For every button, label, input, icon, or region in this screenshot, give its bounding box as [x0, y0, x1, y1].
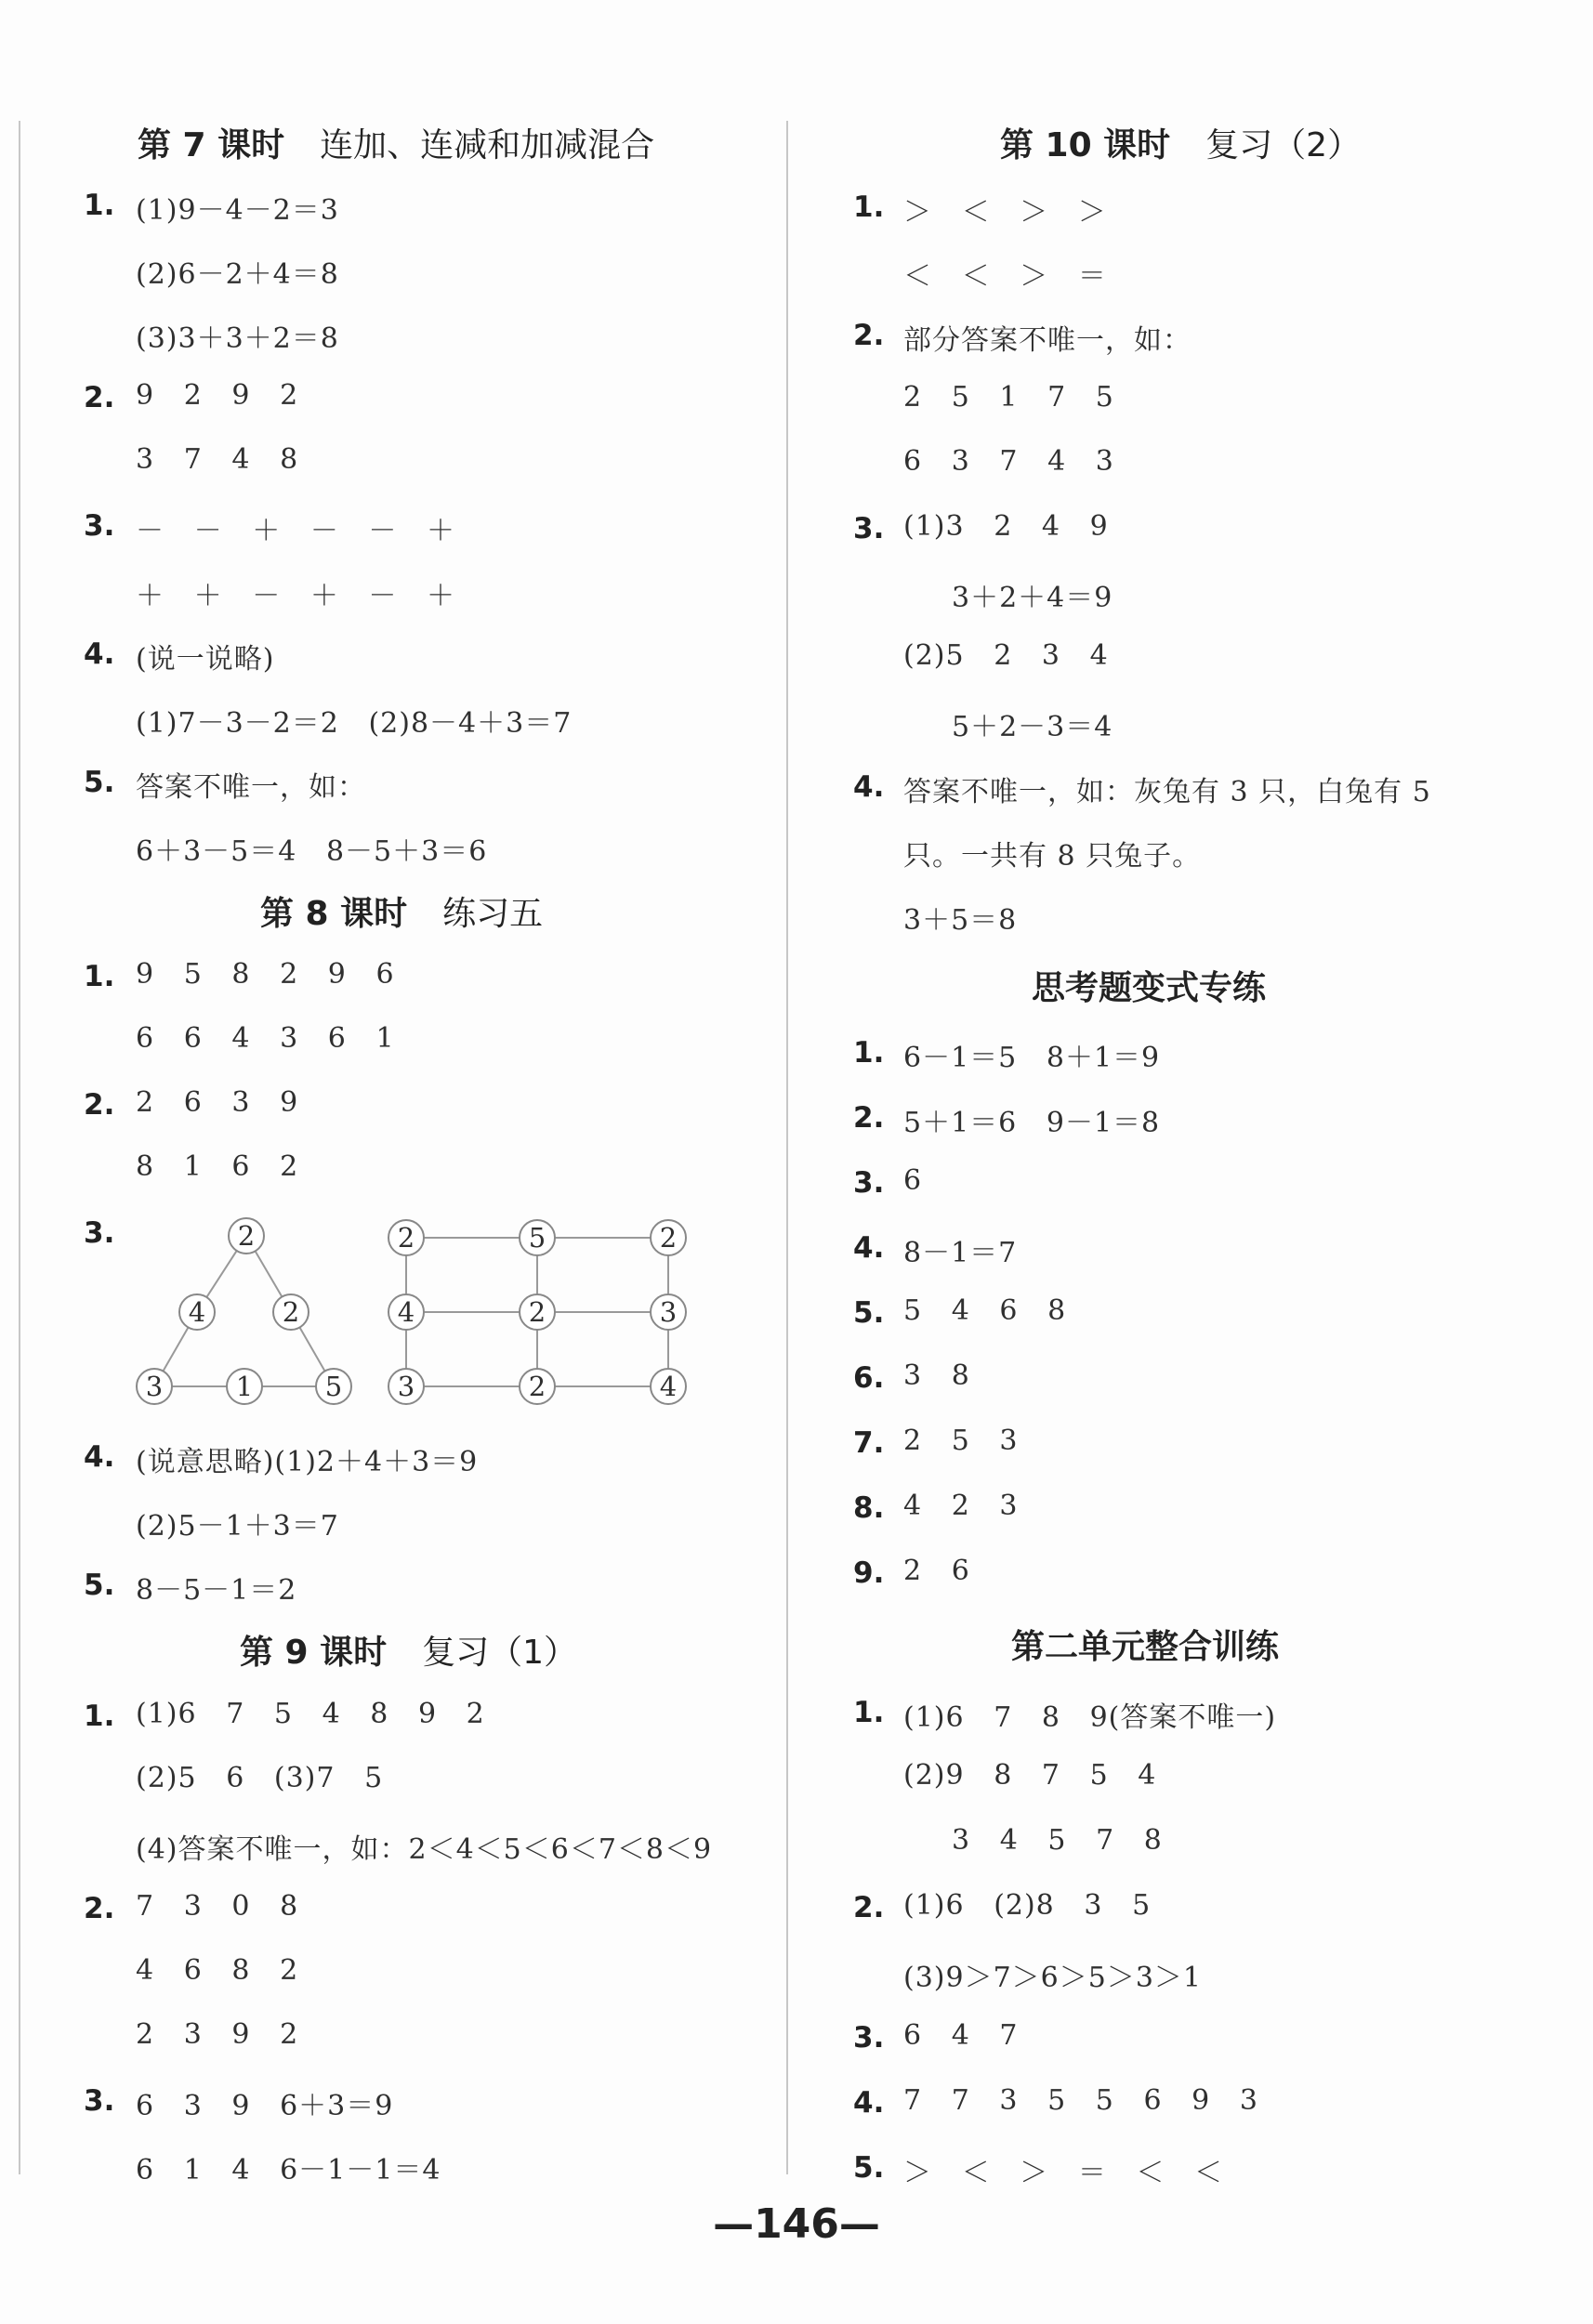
svg-text:4: 4 — [188, 1296, 206, 1328]
l7-q3-number: 3. — [84, 509, 115, 543]
l7-q4-line-a: (说一说略) — [136, 643, 275, 676]
svg-text:5: 5 — [528, 1222, 546, 1254]
u2-q1-number: 1. — [853, 1696, 885, 1729]
l8-q5-line-a: 8－5－1＝2 — [136, 1574, 297, 1607]
think-q8-answer: 4 2 3 — [903, 1490, 1019, 1522]
u2-q5-line-a: ＞ ＜ ＞ ＝ ＜ ＜ — [903, 2157, 1224, 2189]
l7-q5-line-a: 答案不唯一，如： — [136, 771, 366, 804]
grid-node — [388, 1294, 424, 1330]
l8-q4-line-a: (说意思略)(1)2＋4＋3＝9 — [136, 1446, 479, 1478]
think-q2-number: 2. — [853, 1101, 885, 1135]
svg-text:4: 4 — [397, 1296, 415, 1328]
think-q6-number: 6. — [853, 1361, 885, 1395]
lesson-9-label: 第 9 课时 — [240, 1634, 388, 1672]
think-q9-number: 9. — [853, 1556, 885, 1590]
think-q5-answer: 5 4 6 8 — [903, 1294, 1067, 1327]
think-q9-answer: 2 6 — [903, 1555, 970, 1587]
svg-text:2: 2 — [282, 1296, 300, 1328]
l10-q1-number: 1. — [853, 190, 885, 224]
think-q5-number: 5. — [853, 1296, 885, 1330]
unit-2-heading: 第二单元整合训练 — [1011, 1628, 1280, 1666]
l8-q3-number: 3. — [84, 1216, 115, 1250]
l10-q2-line-b: 2 5 1 7 5 — [903, 381, 1114, 414]
svg-text:2: 2 — [237, 1220, 256, 1252]
lesson-7-title: 连加、连减和加减混合 — [320, 126, 655, 164]
l8-q1-line-a: 9 5 8 2 9 6 — [136, 958, 395, 991]
think-q3-answer: 6 — [903, 1164, 923, 1197]
u2-q5-number: 5. — [853, 2151, 885, 2185]
think-q8-number: 8. — [853, 1491, 885, 1525]
l9-q1-line-c: (4)答案不唯一，如：2＜4＜5＜6＜7＜8＜9 — [136, 1833, 713, 1866]
l9-q3-line-a: 6 3 9 6＋3＝9 — [136, 2090, 394, 2122]
u2-q3-number: 3. — [853, 2021, 885, 2055]
svg-text:2: 2 — [528, 1296, 546, 1328]
l10-q1-line-a: ＞ ＜ ＞ ＞ — [903, 196, 1107, 229]
l7-q3-line-b: ＋ ＋ － ＋ － ＋ — [136, 580, 456, 612]
triangle-node — [227, 1369, 262, 1404]
l7-q1-number: 1. — [84, 189, 115, 222]
l8-q1-number: 1. — [84, 960, 115, 993]
l9-q2-line-a: 7 3 0 8 — [136, 1890, 299, 1923]
lesson-8-heading — [260, 887, 543, 935]
u2-q1-line-b: (2)9 8 7 5 4 — [903, 1759, 1157, 1792]
grid-node — [520, 1294, 555, 1330]
l8-q5-number: 5. — [84, 1569, 115, 1602]
l10-q3-line-c: (2)5 2 3 4 — [903, 639, 1109, 672]
think-q1-answer: 6－1＝5 8＋1＝9 — [903, 1042, 1161, 1074]
u2-q1-line-c: 3 4 5 7 8 — [952, 1824, 1163, 1857]
svg-text:2: 2 — [397, 1222, 415, 1254]
think-q7-answer: 2 5 3 — [903, 1425, 1019, 1457]
l8-q2-line-b: 8 1 6 2 — [136, 1150, 299, 1183]
l7-q4-number: 4. — [84, 637, 115, 671]
l7-q4-line-b: (1)7－3－2＝2 (2)8－4＋3＝7 — [136, 707, 573, 740]
right-column — [796, 0, 1593, 2324]
lesson-7-label: 第 7 课时 — [138, 126, 285, 164]
l10-q2-number: 2. — [853, 319, 885, 352]
l7-q2-line-b: 3 7 4 8 — [136, 443, 299, 476]
l9-q3-number: 3. — [84, 2084, 115, 2118]
lesson-9-heading — [240, 1626, 577, 1674]
left-column — [0, 0, 796, 2324]
svg-text:1: 1 — [235, 1371, 254, 1402]
l8-q4-number: 4. — [84, 1440, 115, 1474]
svg-text:3: 3 — [659, 1296, 678, 1328]
u2-q4-number: 4. — [853, 2086, 885, 2120]
think-q1-number: 1. — [853, 1036, 885, 1070]
svg-text:5: 5 — [324, 1371, 343, 1402]
l10-q2-line-a: 部分答案不唯一，如： — [903, 324, 1191, 357]
lesson-7-heading — [138, 119, 654, 166]
l10-q4-line-a: 答案不唯一，如：灰兔有 3 只，白兔有 5 — [903, 776, 1431, 808]
l8-q2-line-a: 2 6 3 9 — [136, 1086, 299, 1119]
u2-q2-line-b: (3)9＞7＞6＞5＞3＞1 — [903, 1962, 1203, 1994]
triangle-node — [316, 1369, 351, 1404]
l9-q2-line-b: 4 6 8 2 — [136, 1954, 299, 1987]
lesson-10-title: 复习（2） — [1205, 126, 1362, 164]
l10-q2-line-c: 6 3 7 4 3 — [903, 445, 1114, 478]
l7-q2-number: 2. — [84, 381, 115, 414]
l9-q2-line-c: 2 3 9 2 — [136, 2018, 299, 2051]
think-q2-answer: 5＋1＝6 9－1＝8 — [903, 1107, 1161, 1139]
l8-q4-line-b: (2)5－1＋3＝7 — [136, 1510, 339, 1543]
svg-text:4: 4 — [659, 1371, 678, 1402]
l9-q2-number: 2. — [84, 1892, 115, 1925]
l10-q3-line-b: 3＋2＋4＝9 — [952, 582, 1113, 614]
l8-q1-line-b: 6 6 4 3 6 1 — [136, 1022, 395, 1055]
grid-node — [520, 1369, 555, 1404]
lesson-9-title: 复习（1） — [422, 1634, 578, 1672]
l8-q2-number: 2. — [84, 1088, 115, 1122]
grid-node — [651, 1369, 686, 1404]
thinking-heading: 思考题变式专练 — [1032, 969, 1267, 1007]
u2-q4-line-a: 7 7 3 5 5 6 9 3 — [903, 2084, 1258, 2117]
l7-q2-line-a: 9 2 9 2 — [136, 379, 299, 412]
l7-q5-line-b: 6＋3－5＝4 8－5＋3＝6 — [136, 835, 488, 868]
grid-node — [651, 1294, 686, 1330]
u2-q1-line-a: (1)6 7 8 9(答案不唯一) — [903, 1701, 1277, 1734]
triangle-node — [179, 1294, 215, 1330]
l7-q1-line-c: (3)3＋3＋2＝8 — [136, 322, 339, 355]
lesson-8-label: 第 8 课时 — [260, 895, 408, 933]
l7-q1-line-b: (2)6－2＋4＝8 — [136, 258, 339, 291]
page-number: —146— — [713, 2200, 880, 2248]
l9-q1-line-b: (2)5 6 (3)7 5 — [136, 1762, 384, 1794]
grid-node — [651, 1220, 686, 1255]
l10-q1-line-b: ＜ ＜ ＞ ＝ — [903, 260, 1107, 293]
think-q7-number: 7. — [853, 1426, 885, 1460]
grid-diagram — [388, 1220, 686, 1404]
l9-q3-line-b: 6 1 4 6－1－1＝4 — [136, 2154, 441, 2186]
svg-text:2: 2 — [659, 1222, 678, 1254]
think-q4-number: 4. — [853, 1231, 885, 1265]
think-q6-answer: 3 8 — [903, 1359, 970, 1392]
l10-q3-number: 3. — [853, 512, 885, 545]
l8-q3-diagrams — [121, 1199, 706, 1422]
l7-q5-number: 5. — [84, 766, 115, 799]
l10-q4-line-b: 只。一共有 8 只兔子。 — [903, 840, 1202, 873]
svg-text:2: 2 — [528, 1371, 546, 1402]
svg-text:3: 3 — [397, 1371, 415, 1402]
u2-q2-number: 2. — [853, 1891, 885, 1924]
think-q4-answer: 8－1＝7 — [903, 1237, 1018, 1269]
l10-q4-number: 4. — [853, 770, 885, 804]
l7-q1-line-a: (1)9－4－2＝3 — [136, 194, 339, 227]
u2-q2-line-a: (1)6 (2)8 3 5 — [903, 1889, 1152, 1922]
triangle-node — [273, 1294, 309, 1330]
left-margin-rule — [19, 121, 20, 2174]
svg-text:3: 3 — [145, 1371, 164, 1402]
think-q3-number: 3. — [853, 1166, 885, 1200]
u2-q3-line-a: 6 4 7 — [903, 2019, 1019, 2052]
l9-q1-number: 1. — [84, 1700, 115, 1733]
l10-q4-line-c: 3＋5＝8 — [903, 904, 1018, 937]
l10-q3-line-a: (1)3 2 4 9 — [903, 510, 1109, 543]
l10-q3-line-d: 5＋2－3＝4 — [952, 711, 1113, 743]
triangle-diagram — [137, 1218, 351, 1404]
grid-node — [520, 1220, 555, 1255]
l9-q1-line-a: (1)6 7 5 4 8 9 2 — [136, 1698, 485, 1730]
column-divider — [786, 121, 788, 2174]
triangle-node — [137, 1369, 172, 1404]
l7-q3-line-a: － － ＋ － － ＋ — [136, 515, 456, 547]
grid-node — [388, 1220, 424, 1255]
triangle-node — [229, 1218, 264, 1254]
grid-node — [388, 1369, 424, 1404]
lesson-10-label: 第 10 课时 — [1000, 126, 1171, 164]
lesson-10-heading — [1000, 119, 1361, 166]
lesson-8-title: 练习五 — [442, 895, 544, 933]
